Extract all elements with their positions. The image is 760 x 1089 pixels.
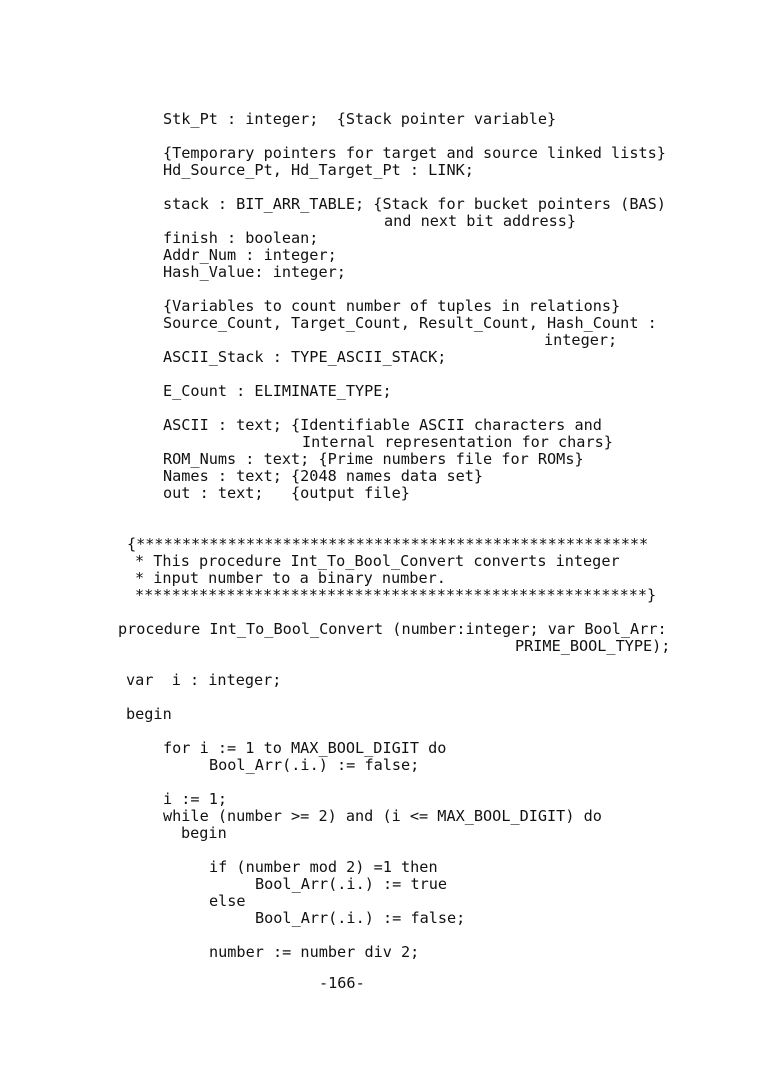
code-line: ASCII_Stack : TYPE_ASCII_STACK; xyxy=(163,348,447,366)
code-line: Names : text; {2048 names data set} xyxy=(163,467,484,485)
code-line: ASCII : text; {Identifiable ASCII characters and xyxy=(163,416,602,434)
code-line: out : text; {output file} xyxy=(163,484,410,502)
comment-border-top: {******************************************************** xyxy=(127,535,649,553)
code-line: Source_Count, Target_Count, Result_Count, Hash_Count : xyxy=(163,314,657,332)
procedure-declaration: procedure Int_To_Bool_Convert (number:integer; var Bool_Arr: xyxy=(118,620,667,638)
code-line: begin xyxy=(181,824,227,842)
code-line: Bool_Arr(.i.) := true xyxy=(255,875,448,893)
code-line: {Variables to count number of tuples in relations} xyxy=(163,297,621,315)
code-line: Bool_Arr(.i.) := false; xyxy=(255,909,466,927)
code-line: begin xyxy=(126,705,172,723)
code-line: Bool_Arr(.i.) := false; xyxy=(209,756,420,774)
comment-line: * input number to a binary number. xyxy=(135,569,446,587)
code-line: {Temporary pointers for target and source linked lists} xyxy=(163,144,666,162)
code-line: stack : BIT_ARR_TABLE; {Stack for bucket pointers (BAS) xyxy=(163,195,666,213)
code-line: finish : boolean; xyxy=(163,229,319,247)
comment-line: * This procedure Int_To_Bool_Convert converts integer xyxy=(135,552,620,570)
code-line: for i := 1 to MAX_BOOL_DIGIT do xyxy=(163,739,447,757)
code-line: if (number mod 2) =1 then xyxy=(209,858,438,876)
comment-border-bottom: ********************************************************} xyxy=(135,586,657,604)
code-line: Hash_Value: integer; xyxy=(163,263,346,281)
code-line: Hd_Source_Pt, Hd_Target_Pt : LINK; xyxy=(163,161,474,179)
code-line: number := number div 2; xyxy=(209,943,420,961)
code-line: var i : integer; xyxy=(126,671,282,689)
code-line: Stk_Pt : integer; {Stack pointer variable} xyxy=(163,110,557,128)
code-line: PRIME_BOOL_TYPE); xyxy=(515,637,671,655)
code-line: else xyxy=(209,892,246,910)
code-line: and next bit address} xyxy=(384,212,577,230)
code-line: i := 1; xyxy=(163,790,228,808)
page-number: -166- xyxy=(319,974,365,992)
code-line: Addr_Num : integer; xyxy=(163,246,337,264)
code-line: Internal representation for chars} xyxy=(302,433,613,451)
code-line: integer; xyxy=(544,331,618,349)
code-line: E_Count : ELIMINATE_TYPE; xyxy=(163,382,392,400)
code-line: while (number >= 2) and (i <= MAX_BOOL_DIGIT) do xyxy=(163,807,602,825)
code-line: ROM_Nums : text; {Prime numbers file for ROMs} xyxy=(163,450,584,468)
